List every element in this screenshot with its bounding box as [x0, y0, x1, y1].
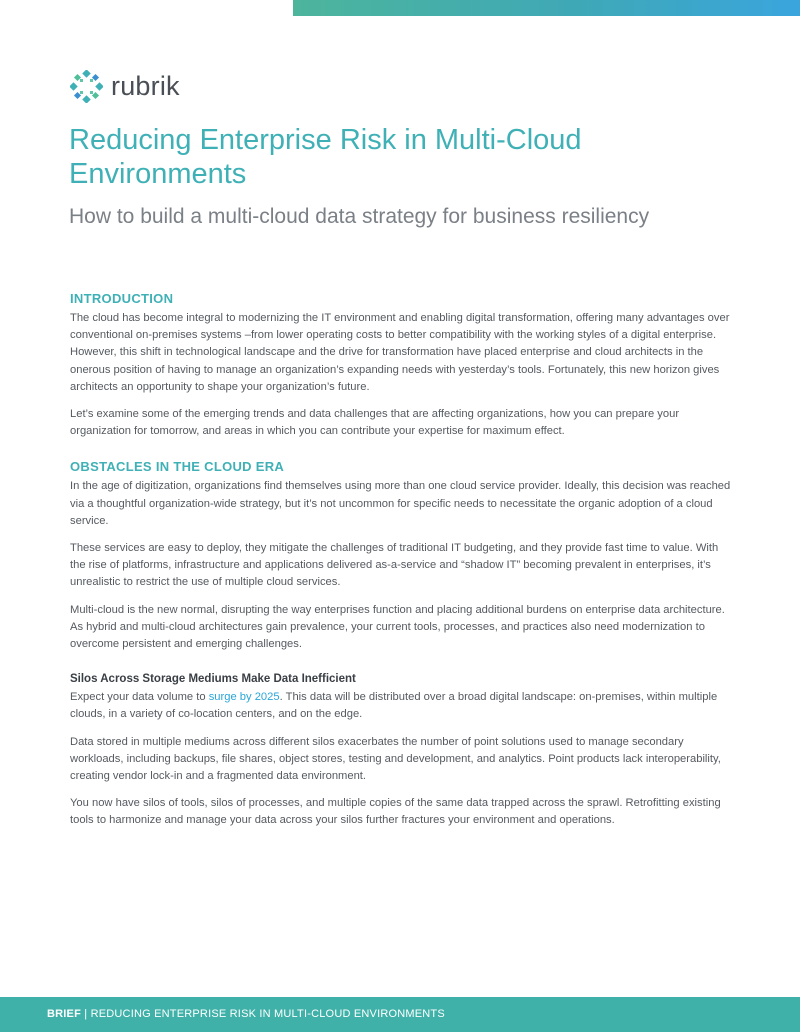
- silos-p1-text-before: Expect your data volume to: [70, 691, 209, 704]
- introduction-paragraph-1: The cloud has become integral to modernizing the IT environment and enabling digital transformation, offering many advantages over conventional on-premises systems –from lower operating costs to better compatibility with the working styles of a digital enterprise. However, this shift in technological landscape and the drive for transformation have placed enterprise and cloud architects in the onerous position of having to manage an organization’s expanding needs with yesterday’s tools. Fortunately, this new horizon gives architects an opportunity to shape your organization’s future.: [70, 312, 730, 393]
- surge-by-2025-link[interactable]: surge by 2025: [208, 691, 280, 704]
- document-title: Reducing Enterprise Risk in Multi-Cloud Environments: [69, 124, 582, 190]
- document-subtitle: How to build a multi-cloud data strategy for business resiliency: [69, 205, 650, 228]
- obstacles-paragraph-2: These services are easy to deploy, they mitigate the challenges of traditional IT budgeting, and they provide fast time to value. With the rise of platforms, infrastructure and applications delivered as-a-service and “shadow IT” becoming prevalent in enterprises, it’s unrealistic to restrict the use of multiple cloud services.: [70, 542, 719, 589]
- brand-wordmark: rubrik: [111, 70, 180, 101]
- obstacles-paragraph-1: In the age of digitization, organizations find themselves using more than one cloud service provider. Ideally, this decision was reached via a thoughtful organization-wide strategy, but it’s not uncommon for specific needs to necessitate the organic adoption of a cloud service.: [70, 480, 731, 527]
- introduction-paragraph-2: Let’s examine some of the emerging trends and data challenges that are affecting organizations, how you can prepare your organization for tomorrow, and areas in which you can contribute your expertise for maximum effect.: [70, 408, 680, 438]
- rubrik-logo-icon: [70, 70, 103, 103]
- brand-logo: [70, 69, 180, 103]
- top-accent-bar: [293, 0, 800, 16]
- silos-heading: Silos Across Storage Mediums Make Data Inefficient: [70, 673, 356, 686]
- silos-p1-text-after: . This data will be distributed over a broad digital landscape: on-premises, within multiple clouds, in a variety of co-location centers, and on the edge.: [70, 691, 718, 721]
- footer-label: BRIEF: [47, 1008, 81, 1020]
- page-footer: [0, 997, 800, 1032]
- introduction-heading: INTRODUCTION: [70, 291, 174, 306]
- obstacles-heading: OBSTACLES IN THE CLOUD ERA: [70, 459, 285, 475]
- silos-paragraph-2: Data stored in multiple mediums across different silos exacerbates the number of point solutions used to manage secondary workloads, including backups, file shares, object stores, testing and development, and analytics. Point products lack interoperability, creating vendor lock-in and a fragmented data environment.: [70, 735, 721, 783]
- footer-title: REDUCING ENTERPRISE RISK IN MULTI-CLOUD ENVIRONMENTS: [90, 1008, 445, 1020]
- obstacles-paragraph-3: Multi-cloud is the new normal, disrupting the way enterprises function and placing additional burdens on enterprise data architecture. As hybrid and multi-cloud architectures gain prevalence, your current tools, processes, and practices also need modernization to overcome persistent and emerging challenges.: [70, 603, 725, 651]
- silos-paragraph-1: [70, 689, 734, 723]
- document-body: [70, 290, 734, 830]
- silos-paragraph-3: You now have silos of tools, silos of processes, and multiple copies of the same data trapped across the sprawl. Retrofitting existing tools to harmonize and manage your data across your silos further fractures your environment and operations.: [70, 797, 721, 827]
- footer-separator: |: [84, 1008, 88, 1020]
